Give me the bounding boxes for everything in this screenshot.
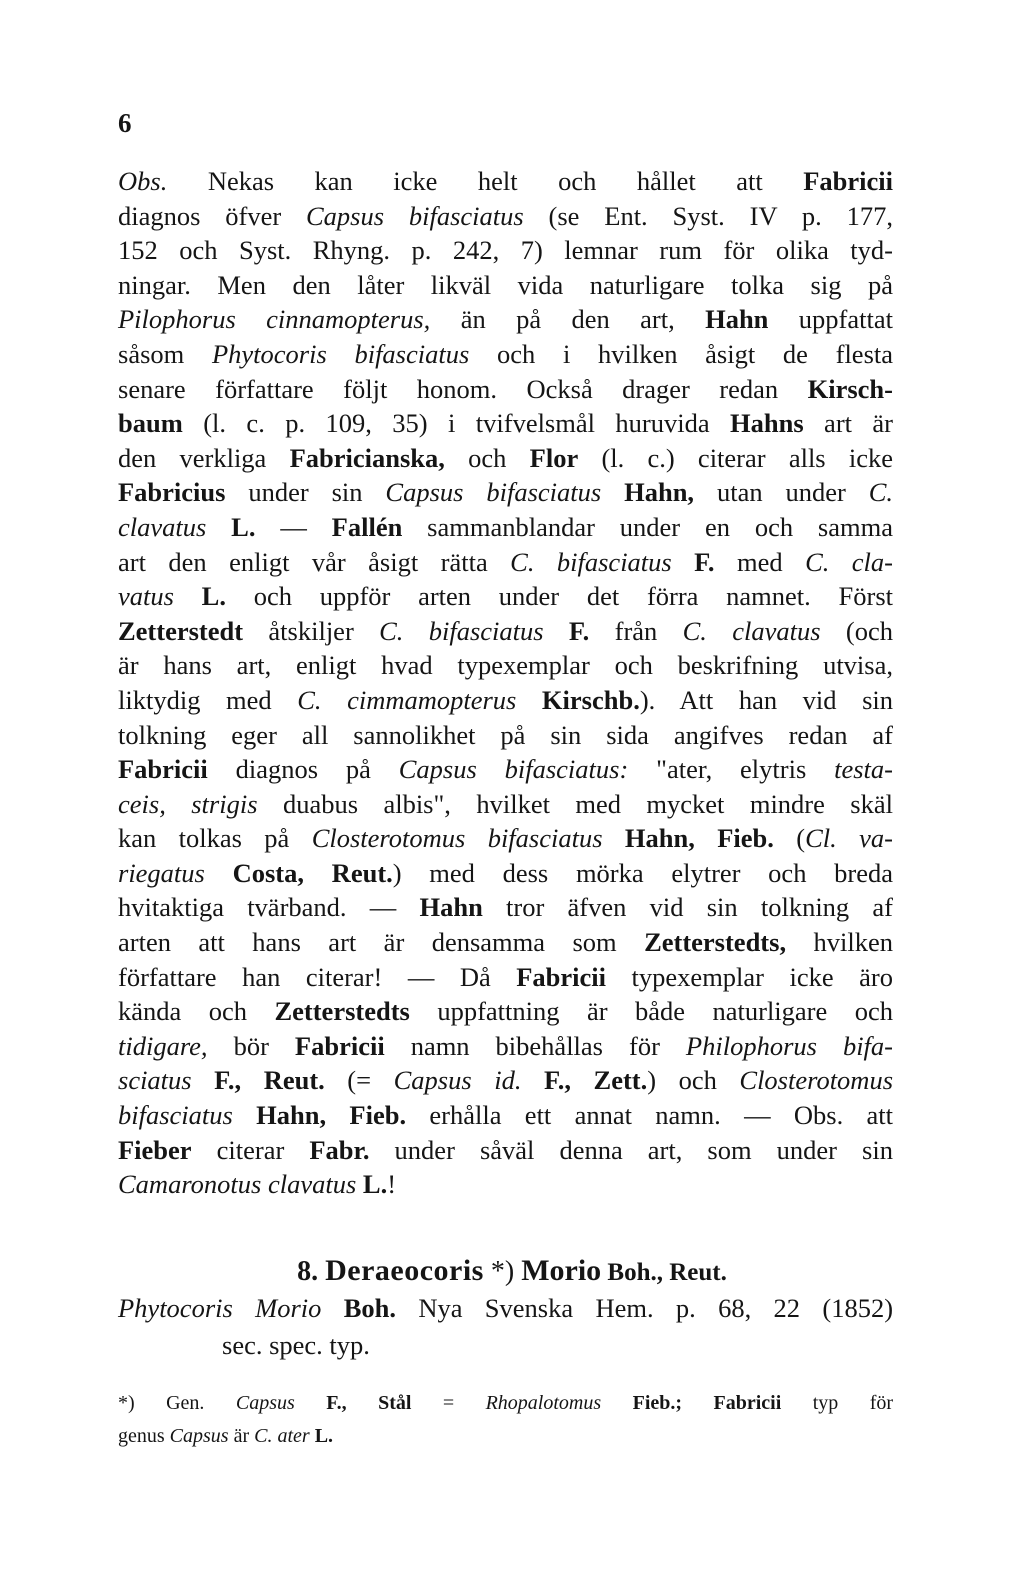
text-line [118,441,893,476]
text-line [118,856,893,891]
italic-text: C. ater [254,1425,310,1447]
text-line [118,579,893,614]
italic-text: Capsus [235,1392,295,1414]
italic-text: sciatus [118,1065,192,1096]
footnote-marker: *) [483,1256,522,1287]
bold-text: Kirsch- [807,373,893,404]
text-run: såsom [118,338,212,369]
italic-text: Rhopalotomus [485,1392,602,1414]
italic-text: Cl. va- [805,823,893,854]
bold-text: Zetterstedt [118,615,244,646]
text-run [205,858,233,888]
bold-text: F., Zett. [543,1065,648,1096]
italic-text: C. cla- [805,546,893,577]
text-line [118,302,893,337]
text-run: duabus albis", hvilket med mycket mindre skäl [257,788,893,819]
text-line [118,233,893,268]
text-run [321,1293,343,1323]
text-line [118,787,893,822]
italic-text: Philophorus bifa- [685,1030,893,1061]
italic-text: Phytocoris bifasciatus [211,338,470,369]
synonym-note: sec. spec. typ. [222,1330,370,1360]
text-run: erhålla ett annat namn. — Obs. att [406,1100,894,1131]
bold-text: Hahn, [624,477,695,508]
bold-text: F. [694,546,715,577]
text-run: diagnos på [207,754,399,785]
text-run: kan tolkas på [118,823,312,854]
species-number: 8. [297,1256,319,1287]
italic-text: Capsus bifasciatus [385,477,602,508]
text-run: senare författare följt honom. Också drager redan [118,373,808,404]
text-run: utan under [694,477,869,508]
text-run: sammanblandar under en och samma [402,511,893,542]
bold-text: Zetterstedts, [644,927,787,958]
italic-text: bifasciatus [118,1100,233,1131]
bold-text: Fieber [118,1134,192,1165]
text-run: den verkliga [118,442,290,473]
bold-text: Fallén [331,511,403,542]
bold-text: Fabricii [294,1030,385,1061]
text-run: författare han citerar! — Då [118,961,517,992]
bold-text: Fabricianska, [289,442,445,473]
text-run [601,1392,632,1414]
italic-text: Pilophorus cinnamopterus, [118,304,431,335]
text-run [192,1065,215,1095]
bold-text: F., Reut. [214,1065,325,1096]
text-run: och i hvilken åsigt de flesta [469,338,894,369]
bold-text: L. [201,581,226,612]
bold-text: Hahns [730,408,804,439]
text-run: uppfattning är både naturligare och [409,996,893,1027]
text-run [682,1392,713,1414]
text-run: under sin [225,477,386,508]
italic-text: Closterotomus bifasciatus [311,823,603,854]
text-run: (l. c.) citerar alls icke [578,442,893,473]
text-run: namn bibehållas för [384,1030,686,1061]
text-run: = [411,1392,486,1414]
bold-text: L. [314,1425,334,1447]
text-run: (l. c. p. 109, 35) i tvifvelsmål huruvida [182,408,730,439]
observation-paragraph [118,164,893,1202]
text-line [118,1387,893,1420]
text-run: uppfattat [768,304,893,335]
text-run: genus [118,1425,170,1447]
text-run: 152 och Syst. Rhyng. p. 242, 7) lemnar rum för olika tyd- [118,235,893,266]
text-run: och [444,442,530,473]
text-run: typexemplar icke äro [606,961,893,992]
bold-text: Hahn, Fieb. [256,1100,407,1131]
text-run: och uppför arten under det förra namnet. Först [225,581,893,612]
text-line [118,545,893,580]
text-run: tolkning eger all sannolikhet på sin sida angifves redan af [118,719,893,750]
text-line [118,1063,893,1098]
text-line [118,1133,893,1168]
italic-text: Capsus bifasciatus [306,200,524,231]
italic-text: ceis, strigis [118,788,258,819]
bold-text: Boh. [343,1293,397,1323]
bold-text: Hahn, Fieb. [624,823,774,854]
text-run: (= [324,1065,394,1096]
bold-text: Kirschb. [541,684,640,715]
text-run: hvilken [786,927,893,958]
text-run [544,616,569,646]
text-run: än på den art, [430,304,706,335]
italic-text: tidigare, [118,1030,208,1061]
text-run: (och [820,615,893,646]
text-line [118,994,893,1029]
text-run: hvitaktiga tvärband. — [118,892,420,923]
italic-text: C. bifasciatus [379,615,544,646]
bold-text: L. [231,511,256,542]
bold-text: Fabricii [118,754,208,785]
text-run: ningar. Men den låter likväl vida naturligare tolka sig på [118,269,893,300]
text-run [174,581,202,611]
text-line [118,890,893,925]
text-line [118,648,893,683]
text-run: *) Gen. [118,1392,236,1414]
text-run: ) med dess mörka elytrer och breda [392,857,893,888]
text-run: — [255,511,332,542]
bold-text: Stål [378,1392,412,1414]
text-line [118,510,893,545]
text-line [118,164,893,199]
italic-text: C. clavatus [682,615,821,646]
footnote [118,1387,893,1453]
italic-text: Capsus [169,1425,229,1447]
text-run: diagnos öfver [118,200,306,231]
text-run: med [714,546,806,577]
text-run [521,1065,544,1095]
bold-text: Hahn [705,304,769,335]
text-run [233,1100,256,1130]
text-run: Nya Svenska Hem. p. 68, 22 (1852) [396,1293,894,1323]
italic-text: Phytocoris Morio [118,1293,322,1323]
bold-text: Fieb.; [632,1392,683,1414]
italic-text: C. bifasciatus [510,546,672,577]
text-line [118,683,893,718]
text-run [516,685,542,715]
italic-text: riegatus [118,857,205,888]
text-run: är hans art, enligt hvad typexemplar och beskrifning utvisa, [118,650,893,681]
italic-text: Closterotomus [739,1065,894,1096]
bold-text: F., [326,1392,347,1414]
species-authors: Boh., Reut. [601,1259,727,1286]
text-run: kända och [118,996,275,1027]
text-run: ) och [647,1065,740,1096]
text-run: under såväl denna art, som under sin [369,1134,893,1165]
bold-text: Fabricii [516,961,607,992]
text-run [356,1169,363,1199]
text-line [118,268,893,303]
text-run [295,1392,326,1414]
bold-text: L. [362,1169,388,1200]
text-run: bör [207,1030,295,1061]
text-line [118,1029,893,1064]
text-run: "ater, elytris [628,754,835,785]
text-line [118,752,893,787]
italic-text: testa- [834,754,893,785]
text-line [118,372,893,407]
text-run: citerar [191,1134,310,1165]
text-line [118,406,893,441]
species-heading [0,1254,1024,1288]
text-run: ! [387,1169,397,1200]
bold-text: Zetterstedts [274,996,410,1027]
text-line [118,337,893,372]
text-line [118,475,893,510]
page-number: 6 [118,108,132,138]
text-run [603,823,625,853]
bold-text: Hahn [419,892,483,923]
text-line [118,821,893,856]
text-run: ). Att han vid sin [639,684,893,715]
text-run: arten att hans art är densamma som [118,927,645,958]
bold-text: F. [568,615,590,646]
genus-name: Deraeocoris [325,1254,484,1287]
italic-text: Obs. [118,166,168,196]
text-line [118,718,893,753]
text-line [118,925,893,960]
text-run [347,1392,378,1414]
italic-text: Capsus bifasciatus: [398,754,629,785]
text-run: är [228,1425,255,1447]
text-run [206,512,231,542]
text-line [118,1098,893,1133]
text-run [601,477,624,507]
bold-text: baum [118,408,183,439]
text-line [118,960,893,995]
italic-text: vatus [118,581,174,612]
text-run: typ för [781,1392,894,1414]
bold-text: Fabricius [118,477,226,508]
bold-text: Flor [529,442,579,473]
text-line [118,199,893,234]
italic-text: Capsus id. [393,1065,522,1096]
bold-text: Fabricii [713,1392,782,1414]
species-name: Morio [521,1254,602,1287]
italic-text: Camaronotus clavatus [118,1169,357,1200]
text-line [118,614,893,649]
bold-text: Fabricii [803,166,893,196]
text-run: åtskiljer [243,615,380,646]
text-line [118,1420,893,1453]
italic-text: C. cimmamopterus [297,684,517,715]
text-run: liktydig med [118,684,298,715]
text-line [118,1167,893,1202]
text-run: (se Ent. Syst. IV p. 177, [523,200,893,231]
bold-text: Fabr. [309,1134,370,1165]
text-run: Nekas kan icke helt och hållet att [167,166,804,196]
bold-text: Costa, Reut. [232,857,393,888]
text-run: tror äfven vid sin tolkning af [482,892,893,923]
text-run: art är [803,408,893,439]
italic-text: C. [868,477,894,508]
synonym-line [118,1293,893,1324]
italic-text: clavatus [118,511,207,542]
text-run [672,547,694,577]
text-run: art den enligt vår åsigt rätta [118,546,511,577]
text-run: från [589,615,683,646]
text-run: ( [773,823,806,854]
